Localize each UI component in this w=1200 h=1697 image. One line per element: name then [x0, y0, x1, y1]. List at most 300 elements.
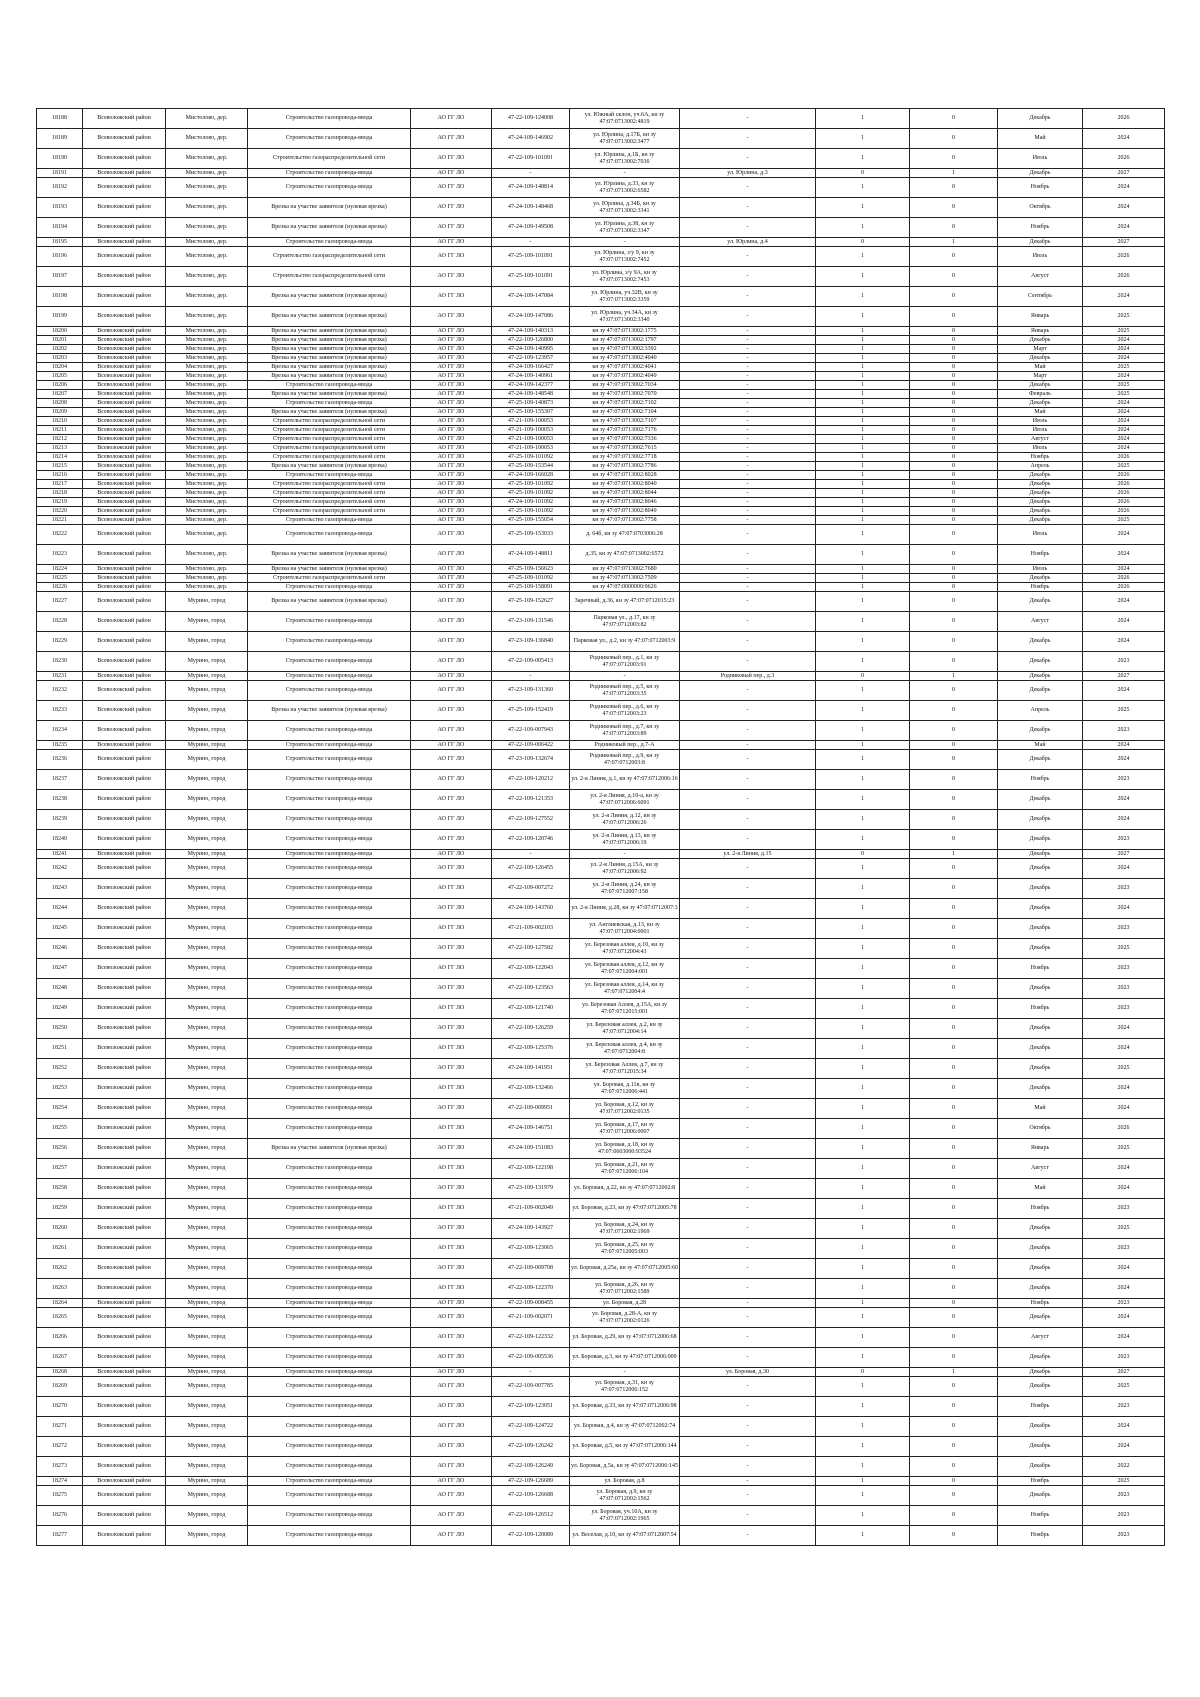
year-cell: 2023: [1083, 1299, 1165, 1308]
table-row: [37, 681, 1165, 701]
row-number-cell: 18210: [37, 417, 83, 426]
organization-cell: АО ГГ ЛО: [411, 592, 492, 612]
contract-number-cell: 47-24-109-148548: [492, 390, 570, 399]
count-planned-cell: 0: [910, 1219, 998, 1239]
settlement-cell: Мистолово, дер.: [166, 408, 248, 417]
count-planned-cell: 0: [910, 149, 998, 169]
table-row: [37, 1506, 1165, 1526]
count-planned-cell: 1: [910, 672, 998, 681]
organization-cell: АО ГГ ЛО: [411, 1486, 492, 1506]
month-cell: Декабрь: [998, 336, 1083, 345]
document-page: [36, 108, 1164, 1546]
settlement-cell: Мурино, город: [166, 1526, 248, 1546]
row-number-cell: 18244: [37, 899, 83, 919]
year-cell: 2023: [1083, 770, 1165, 790]
address-cell: -: [680, 354, 816, 363]
count-done-cell: 1: [816, 1348, 910, 1368]
organization-cell: АО ГГ ЛО: [411, 109, 492, 129]
work-type-cell: Строительство газопровода-ввода: [248, 830, 411, 850]
settlement-cell: Мистолово, дер.: [166, 489, 248, 498]
table-row: [37, 830, 1165, 850]
work-type-cell: Строительство газораспределительной сети: [248, 574, 411, 583]
settlement-cell: Мурино, город: [166, 1486, 248, 1506]
cadastral-address-cell: ул. Юрлина, уч.32В, кн зу 47:07:0713002:3359: [570, 287, 680, 307]
work-type-cell: Строительство газопровода-ввода: [248, 471, 411, 480]
count-planned-cell: 0: [910, 327, 998, 336]
address-cell: -: [680, 426, 816, 435]
cadastral-address-cell: -: [570, 238, 680, 247]
cadastral-address-cell: ул. 2-я Линия, д.28, кн зу 47:07:0712007:3: [570, 899, 680, 919]
contract-number-cell: 47-25-109-140873: [492, 399, 570, 408]
cadastral-address-cell: кн зу 47:07:0713002:7758: [570, 516, 680, 525]
settlement-cell: Мурино, город: [166, 721, 248, 741]
table-row: [37, 363, 1165, 372]
count-planned-cell: 0: [910, 612, 998, 632]
address-cell: -: [680, 565, 816, 574]
organization-cell: АО ГГ ЛО: [411, 1368, 492, 1377]
settlement-cell: Мурино, город: [166, 1259, 248, 1279]
month-cell: Декабрь: [998, 1259, 1083, 1279]
work-type-cell: Строительство газопровода-ввода: [248, 381, 411, 390]
contract-number-cell: 47-22-109-122043: [492, 959, 570, 979]
cadastral-address-cell: -: [570, 850, 680, 859]
contract-number-cell: 47-25-109-101092: [492, 507, 570, 516]
contract-number-cell: 47-22-109-126242: [492, 1437, 570, 1457]
district-cell: Всеволожский район: [83, 701, 166, 721]
month-cell: Август: [998, 1328, 1083, 1348]
organization-cell: АО ГГ ЛО: [411, 444, 492, 453]
district-cell: Всеволожский район: [83, 1039, 166, 1059]
address-cell: -: [680, 1486, 816, 1506]
year-cell: 2024: [1083, 408, 1165, 417]
count-planned-cell: 0: [910, 1079, 998, 1099]
address-cell: -: [680, 959, 816, 979]
month-cell: Декабрь: [998, 859, 1083, 879]
year-cell: 2026: [1083, 149, 1165, 169]
contract-number-cell: 47-22-109-126259: [492, 1019, 570, 1039]
contract-number-cell: 47-25-109-152627: [492, 592, 570, 612]
contract-number-cell: 47-22-109-120212: [492, 770, 570, 790]
district-cell: Всеволожский район: [83, 247, 166, 267]
count-done-cell: 1: [816, 516, 910, 525]
row-number-cell: 18190: [37, 149, 83, 169]
year-cell: 2024: [1083, 354, 1165, 363]
address-cell: -: [680, 408, 816, 417]
work-type-cell: Строительство газопровода-ввода: [248, 859, 411, 879]
address-cell: -: [680, 1417, 816, 1437]
table-row: [37, 327, 1165, 336]
year-cell: 2023: [1083, 1199, 1165, 1219]
row-number-cell: 18196: [37, 247, 83, 267]
contract-number-cell: 47-22-109-122370: [492, 1279, 570, 1299]
settlement-cell: Мистолово, дер.: [166, 426, 248, 435]
settlement-cell: Мурино, город: [166, 1279, 248, 1299]
address-cell: -: [680, 444, 816, 453]
contract-number-cell: 47-25-109-101091: [492, 247, 570, 267]
month-cell: Декабрь: [998, 939, 1083, 959]
settlement-cell: Мурино, город: [166, 681, 248, 701]
contract-number-cell: 47-24-109-146751: [492, 1119, 570, 1139]
contract-number-cell: 47-25-109-101092: [492, 480, 570, 489]
count-done-cell: 1: [816, 583, 910, 592]
contract-number-cell: 47-23-109-131979: [492, 1179, 570, 1199]
row-number-cell: 18265: [37, 1308, 83, 1328]
row-number-cell: 18200: [37, 327, 83, 336]
table-row: [37, 1377, 1165, 1397]
organization-cell: АО ГГ ЛО: [411, 336, 492, 345]
district-cell: Всеволожский район: [83, 516, 166, 525]
settlement-cell: Мурино, город: [166, 1477, 248, 1486]
table-row: [37, 1219, 1165, 1239]
row-number-cell: 18257: [37, 1159, 83, 1179]
cadastral-address-cell: Родниковый пер., д.7-А: [570, 741, 680, 750]
work-type-cell: Строительство газораспределительной сети: [248, 149, 411, 169]
month-cell: Декабрь: [998, 1417, 1083, 1437]
cadastral-address-cell: кн зу 47:07:0713002:7107: [570, 417, 680, 426]
address-cell: -: [680, 652, 816, 672]
cadastral-address-cell: кн зу 47:07:0713002:8044: [570, 489, 680, 498]
organization-cell: АО ГГ ЛО: [411, 498, 492, 507]
month-cell: Август: [998, 435, 1083, 444]
district-cell: Всеволожский район: [83, 721, 166, 741]
district-cell: Всеволожский район: [83, 1526, 166, 1546]
table-row: [37, 919, 1165, 939]
settlement-cell: Мурино, город: [166, 741, 248, 750]
count-done-cell: 1: [816, 149, 910, 169]
row-number-cell: 18229: [37, 632, 83, 652]
district-cell: Всеволожский район: [83, 354, 166, 363]
settlement-cell: Мистолово, дер.: [166, 354, 248, 363]
cadastral-address-cell: кн зу 47:07:0713002:8049: [570, 507, 680, 516]
table-row: [37, 1019, 1165, 1039]
contract-number-cell: 47-22-109-007272: [492, 879, 570, 899]
table-row: [37, 1486, 1165, 1506]
cadastral-address-cell: кн зу 47:07:0713002:7509: [570, 574, 680, 583]
organization-cell: АО ГГ ЛО: [411, 480, 492, 489]
work-type-cell: Строительство газопровода-ввода: [248, 1506, 411, 1526]
year-cell: 2025: [1083, 363, 1165, 372]
row-number-cell: 18233: [37, 701, 83, 721]
organization-cell: АО ГГ ЛО: [411, 701, 492, 721]
row-number-cell: 18224: [37, 565, 83, 574]
cadastral-address-cell: ул. Боровая, уч.10А, кн зу 47:07:0712002:1965: [570, 1506, 680, 1526]
organization-cell: АО ГГ ЛО: [411, 1348, 492, 1368]
work-type-cell: Строительство газопровода-ввода: [248, 516, 411, 525]
cadastral-address-cell: ул. Боровая, д.24, кн зу 47:07:0712002:1969: [570, 1219, 680, 1239]
settlement-cell: Мурино, город: [166, 959, 248, 979]
count-planned-cell: 0: [910, 1437, 998, 1457]
year-cell: 2024: [1083, 1328, 1165, 1348]
table-row: [37, 169, 1165, 178]
settlement-cell: Мурино, город: [166, 1299, 248, 1308]
district-cell: Всеволожский район: [83, 1099, 166, 1119]
row-number-cell: 18249: [37, 999, 83, 1019]
organization-cell: АО ГГ ЛО: [411, 390, 492, 399]
address-cell: -: [680, 999, 816, 1019]
address-cell: -: [680, 939, 816, 959]
work-type-cell: Врезка на участке заявителя (нулевая врезка): [248, 565, 411, 574]
district-cell: Всеволожский район: [83, 1368, 166, 1377]
count-done-cell: 1: [816, 372, 910, 381]
settlement-cell: Мистолово, дер.: [166, 507, 248, 516]
address-cell: -: [680, 681, 816, 701]
contract-number-cell: -: [492, 1368, 570, 1377]
settlement-cell: Мурино, город: [166, 1506, 248, 1526]
settlement-cell: Мистолово, дер.: [166, 307, 248, 327]
settlement-cell: Мурино, город: [166, 1219, 248, 1239]
count-done-cell: 1: [816, 810, 910, 830]
count-planned-cell: 0: [910, 1506, 998, 1526]
district-cell: Всеволожский район: [83, 750, 166, 770]
settlement-cell: Мурино, город: [166, 1239, 248, 1259]
work-type-cell: Строительство газораспределительной сети: [248, 489, 411, 498]
settlement-cell: Мистолово, дер.: [166, 435, 248, 444]
table-row: [37, 790, 1165, 810]
organization-cell: АО ГГ ЛО: [411, 507, 492, 516]
row-number-cell: 18219: [37, 498, 83, 507]
work-type-cell: Строительство газопровода-ввода: [248, 681, 411, 701]
row-number-cell: 18245: [37, 919, 83, 939]
organization-cell: АО ГГ ЛО: [411, 247, 492, 267]
address-cell: ул. Юрлина, д.3: [680, 169, 816, 178]
settlement-cell: Мистолово, дер.: [166, 109, 248, 129]
year-cell: 2024: [1083, 1417, 1165, 1437]
district-cell: Всеволожский район: [83, 198, 166, 218]
table-row: [37, 198, 1165, 218]
address-cell: -: [680, 859, 816, 879]
address-cell: -: [680, 1259, 816, 1279]
month-cell: Июль: [998, 426, 1083, 435]
work-type-cell: Врезка на участке заявителя (нулевая врезка): [248, 462, 411, 471]
table-row: [37, 426, 1165, 435]
row-number-cell: 18234: [37, 721, 83, 741]
work-type-cell: Строительство газопровода-ввода: [248, 1486, 411, 1506]
row-number-cell: 18223: [37, 545, 83, 565]
month-cell: Ноябрь: [998, 1299, 1083, 1308]
district-cell: Всеволожский район: [83, 169, 166, 178]
settlement-cell: Мурино, город: [166, 1437, 248, 1457]
organization-cell: АО ГГ ЛО: [411, 1397, 492, 1417]
organization-cell: АО ГГ ЛО: [411, 850, 492, 859]
month-cell: Май: [998, 1179, 1083, 1199]
year-cell: 2023: [1083, 999, 1165, 1019]
district-cell: Всеволожский район: [83, 1308, 166, 1328]
organization-cell: АО ГГ ЛО: [411, 489, 492, 498]
table-row: [37, 417, 1165, 426]
year-cell: 2024: [1083, 1099, 1165, 1119]
settlement-cell: Мурино, город: [166, 1328, 248, 1348]
count-done-cell: 1: [816, 1059, 910, 1079]
count-done-cell: 1: [816, 1328, 910, 1348]
address-cell: -: [680, 1377, 816, 1397]
year-cell: 2023: [1083, 1397, 1165, 1417]
contract-number-cell: 47-22-109-126688: [492, 1486, 570, 1506]
organization-cell: АО ГГ ЛО: [411, 149, 492, 169]
contract-number-cell: 47-23-109-131546: [492, 612, 570, 632]
address-cell: -: [680, 1348, 816, 1368]
work-type-cell: Строительство газопровода-ввода: [248, 741, 411, 750]
row-number-cell: 18248: [37, 979, 83, 999]
table-row: [37, 307, 1165, 327]
cadastral-address-cell: кн зу 47:07:0713002:7680: [570, 565, 680, 574]
table-row: [37, 238, 1165, 247]
month-cell: Декабрь: [998, 238, 1083, 247]
count-done-cell: 1: [816, 1486, 910, 1506]
year-cell: 2025: [1083, 516, 1165, 525]
organization-cell: АО ГГ ЛО: [411, 426, 492, 435]
settlement-cell: Мурино, город: [166, 850, 248, 859]
count-planned-cell: 0: [910, 721, 998, 741]
row-number-cell: 18260: [37, 1219, 83, 1239]
cadastral-address-cell: Родниковый пер., д.6, кн зу 47:07:0712003:23: [570, 701, 680, 721]
work-type-cell: Строительство газопровода-ввода: [248, 939, 411, 959]
settlement-cell: Мистолово, дер.: [166, 238, 248, 247]
month-cell: Февраль: [998, 390, 1083, 399]
year-cell: 2023: [1083, 879, 1165, 899]
settlement-cell: Мурино, город: [166, 919, 248, 939]
count-planned-cell: 0: [910, 1019, 998, 1039]
count-planned-cell: 0: [910, 178, 998, 198]
district-cell: Всеволожский район: [83, 1159, 166, 1179]
organization-cell: АО ГГ ЛО: [411, 1119, 492, 1139]
count-done-cell: 1: [816, 1397, 910, 1417]
table-row: [37, 1328, 1165, 1348]
cadastral-address-cell: ул. Боровая, д.28-А, кн зу 47:07:0712002:0126: [570, 1308, 680, 1328]
count-planned-cell: 0: [910, 417, 998, 426]
count-planned-cell: 0: [910, 453, 998, 462]
settlement-cell: Мурино, город: [166, 1179, 248, 1199]
cadastral-address-cell: ул. Боровая, д.22, кн зу 47:07:0712002:8: [570, 1179, 680, 1199]
row-number-cell: 18230: [37, 652, 83, 672]
count-planned-cell: 0: [910, 919, 998, 939]
count-done-cell: 1: [816, 381, 910, 390]
month-cell: Декабрь: [998, 830, 1083, 850]
year-cell: 2023: [1083, 1526, 1165, 1546]
organization-cell: АО ГГ ЛО: [411, 169, 492, 178]
count-done-cell: 1: [816, 408, 910, 417]
count-planned-cell: 0: [910, 354, 998, 363]
cadastral-address-cell: Родниковый пер., д.7, кн зу 47:07:0712003:89: [570, 721, 680, 741]
month-cell: Ноябрь: [998, 999, 1083, 1019]
row-number-cell: 18201: [37, 336, 83, 345]
month-cell: Декабрь: [998, 574, 1083, 583]
settlement-cell: Мурино, город: [166, 1099, 248, 1119]
work-type-cell: Строительство газопровода-ввода: [248, 879, 411, 899]
district-cell: Всеволожский район: [83, 979, 166, 999]
row-number-cell: 18216: [37, 471, 83, 480]
work-type-cell: Строительство газопровода-ввода: [248, 1308, 411, 1328]
count-done-cell: 1: [816, 741, 910, 750]
table-row: [37, 498, 1165, 507]
address-cell: -: [680, 1119, 816, 1139]
district-cell: Всеволожский район: [83, 444, 166, 453]
contract-number-cell: 47-25-109-101091: [492, 267, 570, 287]
row-number-cell: 18237: [37, 770, 83, 790]
count-done-cell: 1: [816, 830, 910, 850]
year-cell: 2025: [1083, 381, 1165, 390]
month-cell: Ноябрь: [998, 1506, 1083, 1526]
cadastral-address-cell: ул. 2-я Линия, д.15А, кн зу 47:07:0712006:92: [570, 859, 680, 879]
month-cell: Май: [998, 129, 1083, 149]
row-number-cell: 18204: [37, 363, 83, 372]
cadastral-address-cell: кн зу 47:07:0713002:7176: [570, 426, 680, 435]
table-row: [37, 336, 1165, 345]
settlement-cell: Мистолово, дер.: [166, 327, 248, 336]
cadastral-address-cell: ул. Боровая, д.3, кн зу 47:07:0712006:009: [570, 1348, 680, 1368]
month-cell: Август: [998, 612, 1083, 632]
row-number-cell: 18197: [37, 267, 83, 287]
table-row: [37, 267, 1165, 287]
table-row: [37, 741, 1165, 750]
organization-cell: АО ГГ ЛО: [411, 381, 492, 390]
count-planned-cell: 0: [910, 545, 998, 565]
contract-number-cell: 47-24-109-140313: [492, 327, 570, 336]
count-done-cell: 1: [816, 363, 910, 372]
district-cell: Всеволожский район: [83, 1279, 166, 1299]
settlement-cell: Мурино, город: [166, 1348, 248, 1368]
count-done-cell: 1: [816, 345, 910, 354]
work-type-cell: Врезка на участке заявителя (нулевая врезка): [248, 390, 411, 399]
count-planned-cell: 0: [910, 1179, 998, 1199]
row-number-cell: 18238: [37, 790, 83, 810]
count-planned-cell: 0: [910, 129, 998, 149]
cadastral-address-cell: ул. Юрлина, д.34Б, кн зу 47:07:0713002:3341: [570, 198, 680, 218]
work-type-cell: Строительство газопровода-ввода: [248, 850, 411, 859]
row-number-cell: 18269: [37, 1377, 83, 1397]
cadastral-address-cell: Парковая ул., д.2, кн зу 47:07:0712003:9: [570, 632, 680, 652]
year-cell: 2024: [1083, 1437, 1165, 1457]
table-row: [37, 859, 1165, 879]
district-cell: Всеволожский район: [83, 545, 166, 565]
contract-number-cell: 47-22-109-123051: [492, 1397, 570, 1417]
table-row: [37, 612, 1165, 632]
district-cell: Всеволожский район: [83, 652, 166, 672]
month-cell: Май: [998, 741, 1083, 750]
organization-cell: АО ГГ ЛО: [411, 1457, 492, 1477]
organization-cell: АО ГГ ЛО: [411, 939, 492, 959]
count-planned-cell: 0: [910, 999, 998, 1019]
table-row: [37, 1119, 1165, 1139]
row-number-cell: 18241: [37, 850, 83, 859]
district-cell: Всеволожский район: [83, 327, 166, 336]
address-cell: -: [680, 345, 816, 354]
address-cell: -: [680, 1219, 816, 1239]
month-cell: Декабрь: [998, 652, 1083, 672]
district-cell: Всеволожский район: [83, 453, 166, 462]
count-planned-cell: 0: [910, 426, 998, 435]
work-type-cell: Строительство газопровода-ввода: [248, 1219, 411, 1239]
cadastral-address-cell: ул. Березовая аллея, д.4, кн зу 47:07:0712004:8: [570, 1039, 680, 1059]
address-cell: -: [680, 1059, 816, 1079]
year-cell: 2024: [1083, 592, 1165, 612]
cadastral-address-cell: ул. Боровая, д.31, кн зу 47:07:0712006:152: [570, 1377, 680, 1397]
contract-number-cell: 47-21-109-100053: [492, 426, 570, 435]
contract-number-cell: 47-23-109-131360: [492, 681, 570, 701]
year-cell: 2027: [1083, 238, 1165, 247]
count-done-cell: 0: [816, 238, 910, 247]
organization-cell: АО ГГ ЛО: [411, 583, 492, 592]
cadastral-address-cell: ул. Юрлина, з/у 9, кн зу 47:07:0713002:7452: [570, 247, 680, 267]
address-cell: Родниковый пер., д.3: [680, 672, 816, 681]
month-cell: Июль: [998, 149, 1083, 169]
cadastral-address-cell: ул. Юрлина, д.17Б, кн зу 47:07:0713002:3477: [570, 129, 680, 149]
work-type-cell: Строительство газопровода-ввода: [248, 652, 411, 672]
address-cell: -: [680, 462, 816, 471]
address-cell: -: [680, 129, 816, 149]
row-number-cell: 18261: [37, 1239, 83, 1259]
contract-number-cell: 47-22-109-009951: [492, 1099, 570, 1119]
month-cell: Ноябрь: [998, 1199, 1083, 1219]
